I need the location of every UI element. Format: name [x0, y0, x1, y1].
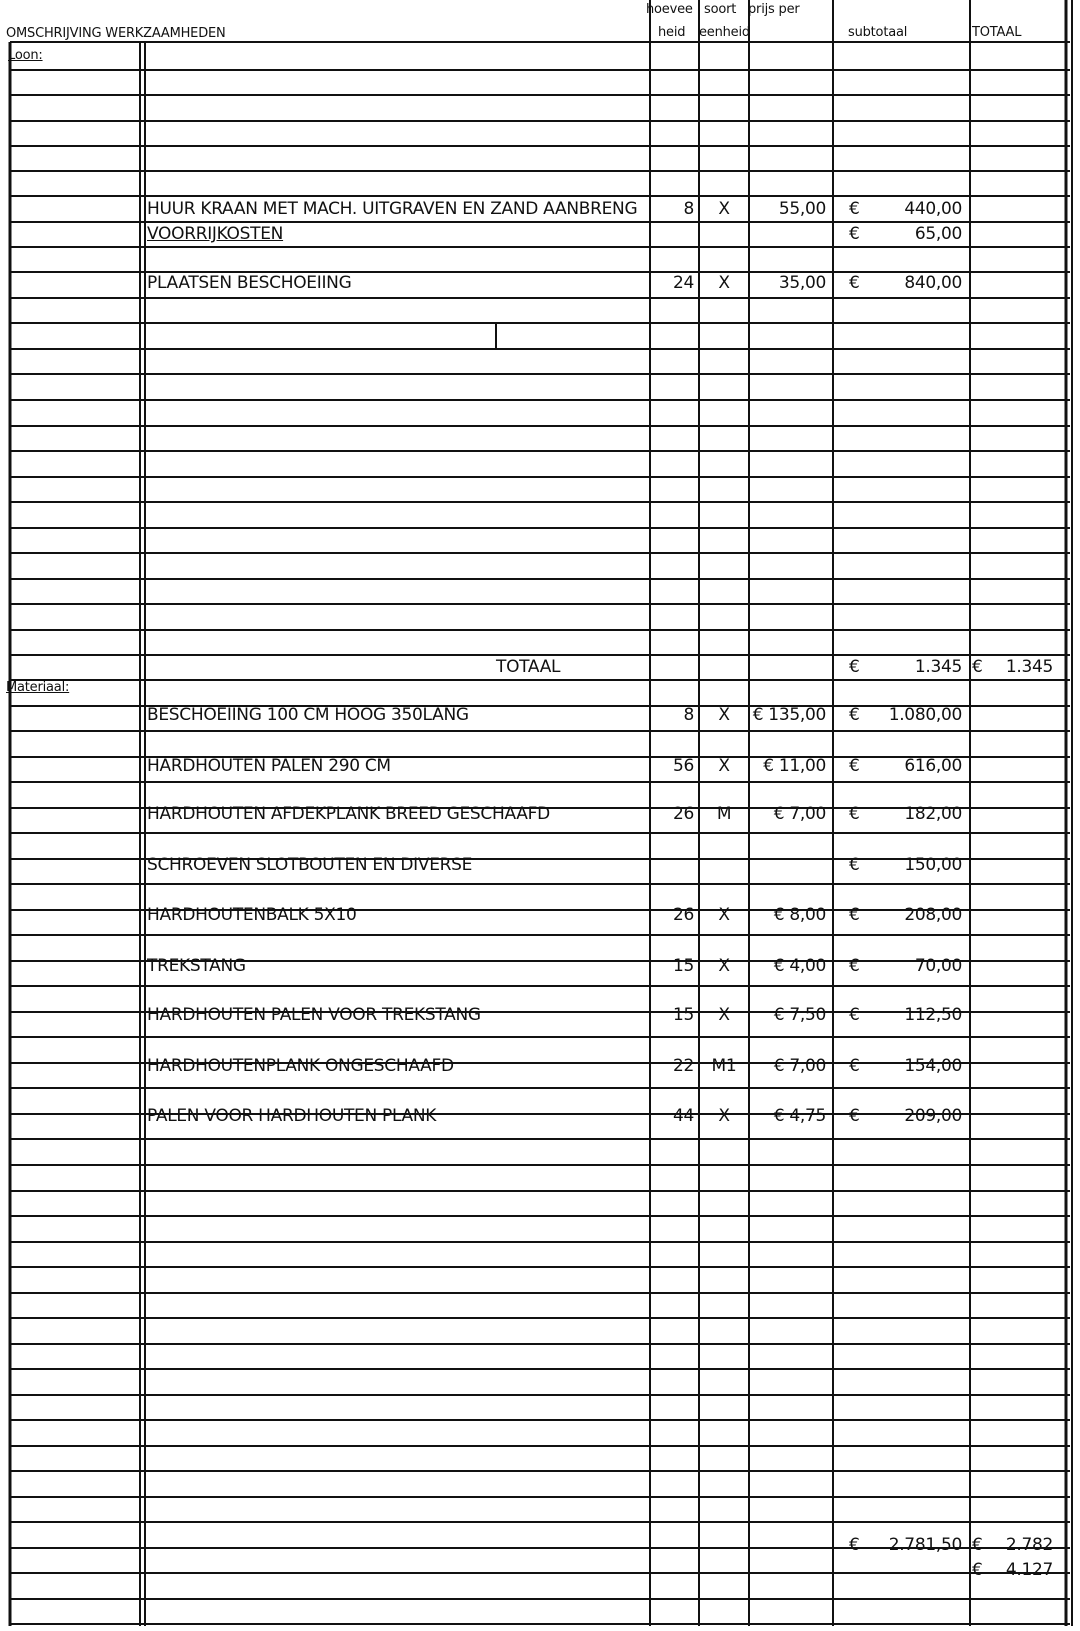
labor-row-qty: 8: [683, 199, 694, 219]
material-row-unit: X: [718, 705, 730, 725]
labor-total-subtotal: 1.345: [914, 657, 962, 677]
material-row-description: TREKSTANG: [147, 956, 246, 976]
material-row-qty: 15: [672, 1005, 694, 1025]
material-total-currency: €: [849, 1535, 860, 1555]
header-description: OMSCHRIJVING WERKZAAMHEDEN: [6, 26, 226, 41]
material-total-total: 2.782: [1005, 1535, 1053, 1555]
material-row-currency: €: [849, 804, 860, 824]
material-row-qty: 26: [672, 804, 694, 824]
labor-row-subtotal: 65,00: [914, 224, 962, 244]
material-row-price: € 7,00: [773, 804, 826, 824]
material-row-currency: €: [849, 956, 860, 976]
material-row-subtotal: 70,00: [914, 956, 962, 976]
labor-row-unit: X: [718, 273, 730, 293]
material-row-description: PALEN VOOR HARDHOUTEN PLANK: [147, 1106, 437, 1126]
material-row-qty: 26: [672, 905, 694, 925]
header-price: prijs per: [748, 2, 800, 17]
material-row-description: SCHROEVEN SLOTBOUTEN EN DIVERSE: [147, 855, 473, 875]
labor-row-description: PLAATSEN BESCHOEIING: [147, 273, 352, 293]
material-row-unit: M: [716, 804, 732, 824]
material-row-subtotal: 209,00: [904, 1106, 962, 1126]
material-row-currency: €: [849, 756, 860, 776]
material-row-description: HARDHOUTENBALK 5X10: [147, 905, 357, 925]
material-row-qty: 44: [672, 1106, 694, 1126]
material-row-subtotal: 1.080,00: [888, 705, 962, 725]
material-total-total-currency: €: [972, 1535, 983, 1555]
header-unit-line1: soort: [704, 2, 737, 17]
header-unit-line2: eenheid: [699, 25, 750, 40]
labor-total-currency: €: [849, 657, 860, 677]
labor-row-currency: €: [849, 199, 860, 219]
material-row-unit: X: [718, 956, 730, 976]
material-row-currency: €: [849, 705, 860, 725]
labor-total-label: TOTAAL: [496, 657, 561, 677]
material-row-description: BESCHOEIING 100 CM HOOG 350LANG: [147, 705, 469, 725]
material-row-description: HARDHOUTEN PALEN VOOR TREKSTANG: [147, 1005, 481, 1025]
material-row-subtotal: 208,00: [904, 905, 962, 925]
header-total: TOTAAL: [972, 25, 1022, 40]
material-row-subtotal: 182,00: [904, 804, 962, 824]
material-row-currency: €: [849, 1005, 860, 1025]
labor-row-price: 55,00: [778, 199, 826, 219]
labor-row-subtotal: 840,00: [904, 273, 962, 293]
material-row-subtotal: 112,50: [904, 1005, 962, 1025]
material-row-price: € 7,50: [773, 1005, 826, 1025]
material-row-subtotal: 150,00: [904, 855, 962, 875]
labor-row-currency: €: [849, 273, 860, 293]
labor-total-total: 1.345: [1005, 657, 1053, 677]
material-row-subtotal: 616,00: [904, 756, 962, 776]
material-row-unit: X: [718, 756, 730, 776]
material-row-price: € 4,75: [773, 1106, 826, 1126]
grand-total-currency: €: [972, 1560, 983, 1580]
material-row-description: HARDHOUTENPLANK ONGESCHAAFD: [147, 1056, 454, 1076]
material-row-description: HARDHOUTEN PALEN 290 CM: [147, 756, 391, 776]
material-row-currency: €: [849, 905, 860, 925]
material-row-price: € 11,00: [763, 756, 826, 776]
material-row-unit: X: [718, 1106, 730, 1126]
material-row-qty: 56: [672, 756, 694, 776]
labor-section-label: Loon:: [8, 48, 43, 63]
material-row-price: € 8,00: [773, 905, 826, 925]
labor-total-total-currency: €: [972, 657, 983, 677]
material-row-unit: M1: [711, 1056, 737, 1076]
material-row-currency: €: [849, 855, 860, 875]
material-row-unit: X: [718, 1005, 730, 1025]
material-row-price: € 4,00: [773, 956, 826, 976]
labor-row-qty: 24: [672, 273, 694, 293]
material-row-unit: X: [718, 905, 730, 925]
material-row-price: € 135,00: [752, 705, 826, 725]
material-row-currency: €: [849, 1056, 860, 1076]
material-row-subtotal: 154,00: [904, 1056, 962, 1076]
material-row-price: € 7,00: [773, 1056, 826, 1076]
labor-row-subtotal: 440,00: [904, 199, 962, 219]
labor-row-description: VOORRIJKOSTEN: [147, 224, 284, 244]
material-row-qty: 22: [672, 1056, 694, 1076]
material-row-description: HARDHOUTEN AFDEKPLANK BREED GESCHAAFD: [147, 804, 550, 824]
grand-total-total: 4.127: [1005, 1560, 1053, 1580]
header-qty-line1: hoevee: [646, 2, 693, 17]
header-subtotal: subtotaal: [848, 25, 908, 40]
labor-row-currency: €: [849, 224, 860, 244]
header-qty-line2: heid: [658, 25, 686, 40]
labor-row-unit: X: [718, 199, 730, 219]
labor-row-description: HUUR KRAAN MET MACH. UITGRAVEN EN ZAND AANBRENG: [147, 199, 638, 219]
labor-row-price: 35,00: [778, 273, 826, 293]
material-row-qty: 8: [683, 705, 694, 725]
material-row-qty: 15: [672, 956, 694, 976]
material-row-currency: €: [849, 1106, 860, 1126]
material-total-subtotal: 2.781,50: [888, 1535, 962, 1555]
material-section-label: Materiaal:: [6, 680, 70, 695]
